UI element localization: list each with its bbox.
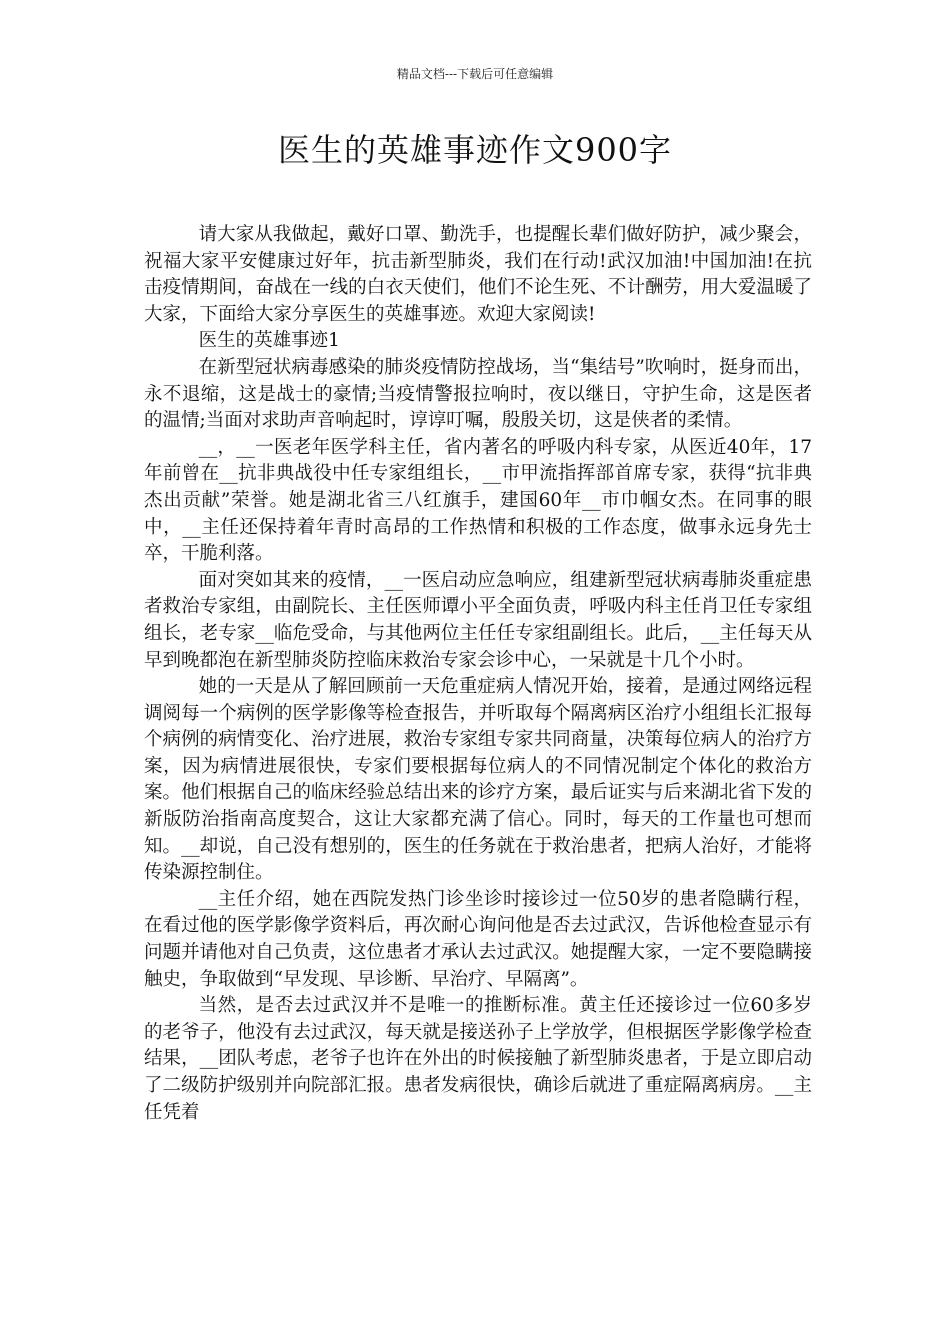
paragraph: __主任介绍，她在西院发热门诊坐诊时接诊过一位50岁的患者隐瞒行程，在看过他的医学影像学资料后，再次耐心询问他是否去过武汉，告诉他检查显示有问题并请他对自己负责，这位患者才承认去过武汉。她提醒大家，一定不要隐瞒接触史，争取做到“早发现、早诊断、早治疗、早隔离”。 xyxy=(144,888,812,990)
paragraph: 面对突如其来的疫情，__一医启动应急响应，组建新型冠状病毒肺炎重症患者救治专家组，由副院长、主任医师谭小平全面负责，呼吸内科主任肖卫任专家组组长，老专家__临危受命，与其他两位主任任专家组副组长。此后，__主任每天从早到晚都泡在新型肺炎防控临床救治专家会诊中心，一呆就是十几个小时。 xyxy=(144,569,812,671)
paragraph: 她的一天是从了解回顾前一天危重症病人情况开始，接着，是通过网络远程调阅每一个病例的医学影像等检查报告，并听取每个隔离病区治疗小组组长汇报每个病例的病情变化、治疗进展，救治专家组专家共同商量，决策每位病人的治疗方案，因为病情进展很快，专家们要根据每位病人的不同情况制定个体化的救治方案。他们根据自己的临床经验总结出来的诊疗方案，最后证实与后来湖北省下发的新版防治指南高度契合，这让大家都充满了信心。同时，每天的工作量也可想而知。__却说，自己没有想别的，医生的任务就在于救治患者，把病人治好，才能将传染源控制住。 xyxy=(144,676,812,884)
section-heading: 医生的英雄事迹1 xyxy=(198,330,340,352)
page-header-note: 精品文档---下载后可任意编辑 xyxy=(396,67,554,81)
paragraph: 在新型冠状病毒感染的肺炎疫情防控战场，当“集结号”吹响时，挺身而出，永不退缩，这是战士的豪情;当疫情警报拉响时，夜以继日，守护生命，这是医者的温情;当面对求助声音响起时，谆谆叮嘱，殷殷关切，这是侠者的柔情。 xyxy=(144,356,812,432)
paragraph: 当然，是否去过武汉并不是唯一的推断标准。黄主任还接诊过一位60多岁的老爷子，他没有去过武汉，每天就是接送孙子上学放学，但根据医学影像学检查结果，__团队考虑，老爷子也许在外出的时候接触了新型肺炎患者，于是立即启动了二级防护级别并向院部汇报。患者发病很快，确诊后就进了重症隔离病房。__主任凭着 xyxy=(144,995,812,1123)
paragraph-intro: 请大家从我做起，戴好口罩、勤洗手，也提醒长辈们做好防护，减少聚会，祝福大家平安健康过好年，抗击新型肺炎，我们在行动!武汉加油!中国加油!在抗击疫情期间，奋战在一线的白衣天使们，他们不论生死、不计酬劳，用大爱温暖了大家，下面给大家分享医生的英雄事迹。欢迎大家阅读! xyxy=(144,224,812,325)
document-body xyxy=(144,222,812,1126)
paragraph: __，__一医老年医学科主任，省内著名的呼吸内科专家，从医近40年，17年前曾在__抗非典战役中任专家组组长，__市甲流指挥部首席专家，获得“抗非典杰出贡献”荣誉。她是湖北省三八红旗手，建国60年__市巾帼女杰。在同事的眼中，__主任还保持着年青时高昂的工作热情和积极的工作态度，做事永远身先士卒，干脆利落。 xyxy=(144,436,812,565)
document-title: 医生的英雄事迹作文900字 xyxy=(277,131,673,169)
